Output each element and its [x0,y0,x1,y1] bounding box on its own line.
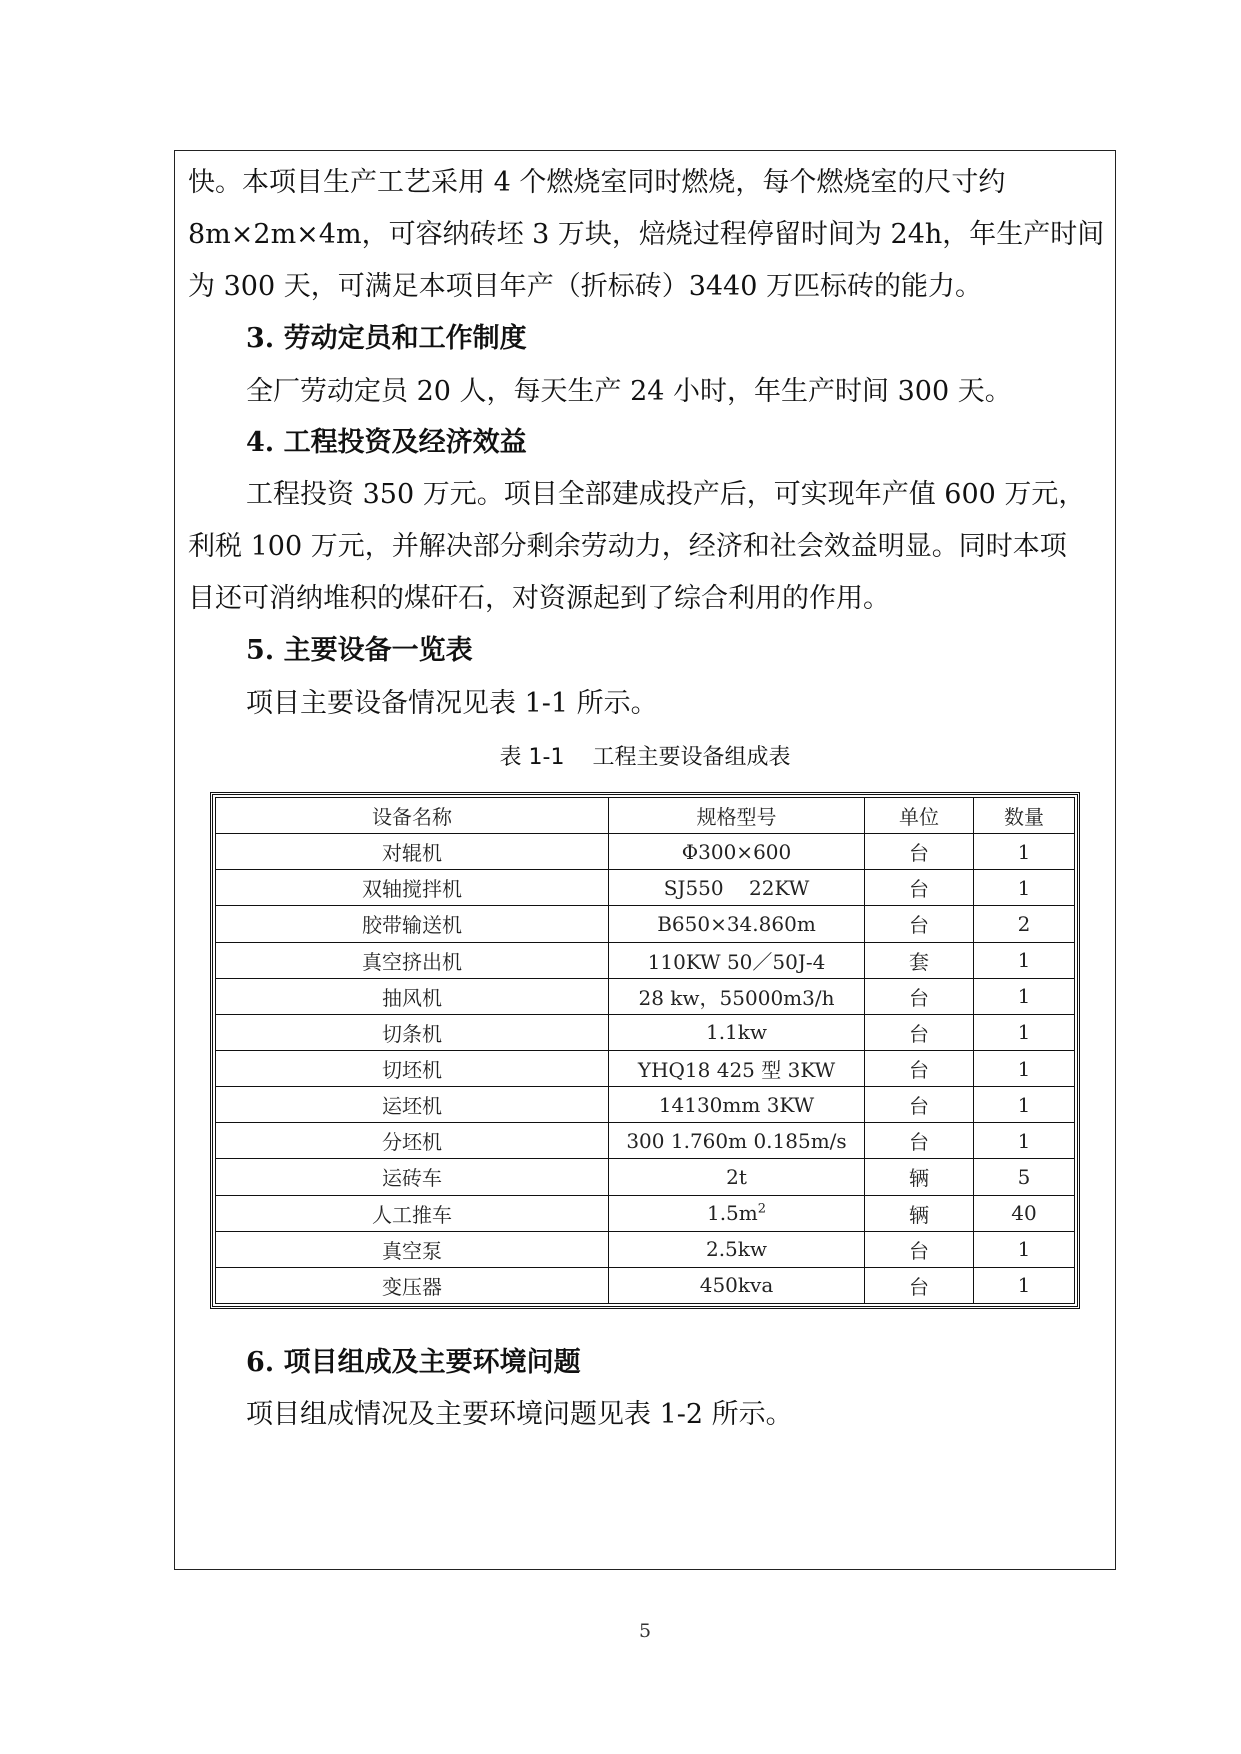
header-cell: 数量 [974,798,1075,834]
table-row [216,1014,1075,1050]
table-cell: 运砖车 [216,1159,609,1195]
section-3-text: 全厂劳动定员 20 人，每天生产 24 小时，年生产时间 300 天。 [246,376,1012,407]
table-row [216,1087,1075,1123]
table-cell: YHQ18 425 型 3KW [609,1050,865,1086]
table-cell: 辆 [865,1159,974,1195]
table-cell: 台 [865,1087,974,1123]
section-4-heading: 4. 工程投资及经济效益 [246,427,527,458]
table-cell: 台 [865,1231,974,1267]
table-cell: 1 [974,978,1075,1014]
table-cell: 分坯机 [216,1123,609,1159]
section-6-text: 项目组成情况及主要环境问题见表 1-2 所示。 [246,1399,793,1430]
table-cell: 台 [865,1014,974,1050]
table-row [216,870,1075,906]
table-cell: 运坯机 [216,1087,609,1123]
intro-line: 为 300 天，可满足本项目年产（折标砖）3440 万匹标砖的能力。 [188,271,982,302]
section-4-paragraph [188,469,1108,625]
table-cell: 40 [974,1195,1075,1231]
section-4-line: 利税 100 万元，并解决部分剩余劳动力，经济和社会效益明显。同时本项 [188,531,1067,562]
table-cell: 人工推车 [216,1195,609,1231]
table-cell: 1 [974,834,1075,870]
table-cell: 2.5kw [609,1231,865,1267]
table-cell: 1 [974,1231,1075,1267]
table-cell: 套 [865,942,974,978]
superscript: 2 [757,1201,767,1217]
table-cell: SJ550 22KW [609,870,865,906]
header-cell: 设备名称 [216,798,609,834]
table-cell [609,1195,865,1231]
intro-line: 8m×2m×4m，可容纳砖坯 3 万块，焙烧过程停留时间为 24h，年生产时间 [188,219,1105,250]
section-4-line: 目还可消纳堆积的煤矸石，对资源起到了综合利用的作用。 [188,583,890,614]
table-cell: 双轴搅拌机 [216,870,609,906]
table-cell: 对辊机 [216,834,609,870]
table-cell: 1 [974,1050,1075,1086]
table-cell: 300 1.760m 0.185m/s [609,1123,865,1159]
table-cell: 台 [865,906,974,942]
table-cell: 台 [865,834,974,870]
table-row [216,978,1075,1014]
table-row [216,1195,1075,1231]
header-cell: 单位 [865,798,974,834]
table-row [216,1231,1075,1267]
table-cell: 变压器 [216,1267,609,1303]
table-cell: 真空泵 [216,1231,609,1267]
header-cell: 规格型号 [609,798,865,834]
section-6-heading: 6. 项目组成及主要环境问题 [246,1347,581,1378]
table-cell: 台 [865,1267,974,1303]
table-cell: 28 kw，55000m3/h [609,978,865,1014]
cell-value: 1.5m [706,1201,758,1226]
table-caption: 表 1-1 工程主要设备组成表 [499,745,791,770]
section-5-text: 项目主要设备情况见表 1-1 所示。 [246,688,658,719]
table-cell: 真空挤出机 [216,942,609,978]
table-cell: 辆 [865,1195,974,1231]
table-cell: 110KW 50／50J-4 [609,942,865,978]
equipment-table [210,792,1080,1309]
table-cell: 2t [609,1159,865,1195]
table-cell: 1 [974,1123,1075,1159]
table-cell: 14130mm 3KW [609,1087,865,1123]
intro-paragraph [188,157,1108,313]
table-cell: 切条机 [216,1014,609,1050]
table-cell: 1 [974,870,1075,906]
section-4-line: 工程投资 350 万元。项目全部建成投产后，可实现年产值 600 万元， [246,479,1086,510]
table-row [216,834,1075,870]
table-cell: 胶带输送机 [216,906,609,942]
table-row [216,1159,1075,1195]
section-3-heading: 3. 劳动定员和工作制度 [246,323,527,354]
table-cell: 台 [865,870,974,906]
table-cell: B650×34.860m [609,906,865,942]
intro-line: 快。本项目生产工艺采用 4 个燃烧室同时燃烧，每个燃烧室的尺寸约 [188,167,1006,198]
table-row [216,1050,1075,1086]
table-cell: 1 [974,1267,1075,1303]
table-cell: 台 [865,1123,974,1159]
table-cell: 1 [974,1087,1075,1123]
section-5-heading: 5. 主要设备一览表 [246,635,473,666]
table-cell: 2 [974,906,1075,942]
table-cell: 1 [974,1014,1075,1050]
table-cell: 1.1kw [609,1014,865,1050]
table-header-row [216,798,1075,834]
table-cell: 1 [974,942,1075,978]
table-row [216,942,1075,978]
table-cell: 台 [865,978,974,1014]
table-cell: 抽风机 [216,978,609,1014]
table-row [216,906,1075,942]
page-number: 5 [638,1620,652,1642]
table-cell: 台 [865,1050,974,1086]
table-cell: 切坯机 [216,1050,609,1086]
table-cell: 5 [974,1159,1075,1195]
table-cell: Φ300×600 [609,834,865,870]
table-row [216,1267,1075,1303]
table-cell: 450kva [609,1267,865,1303]
table-row [216,1123,1075,1159]
